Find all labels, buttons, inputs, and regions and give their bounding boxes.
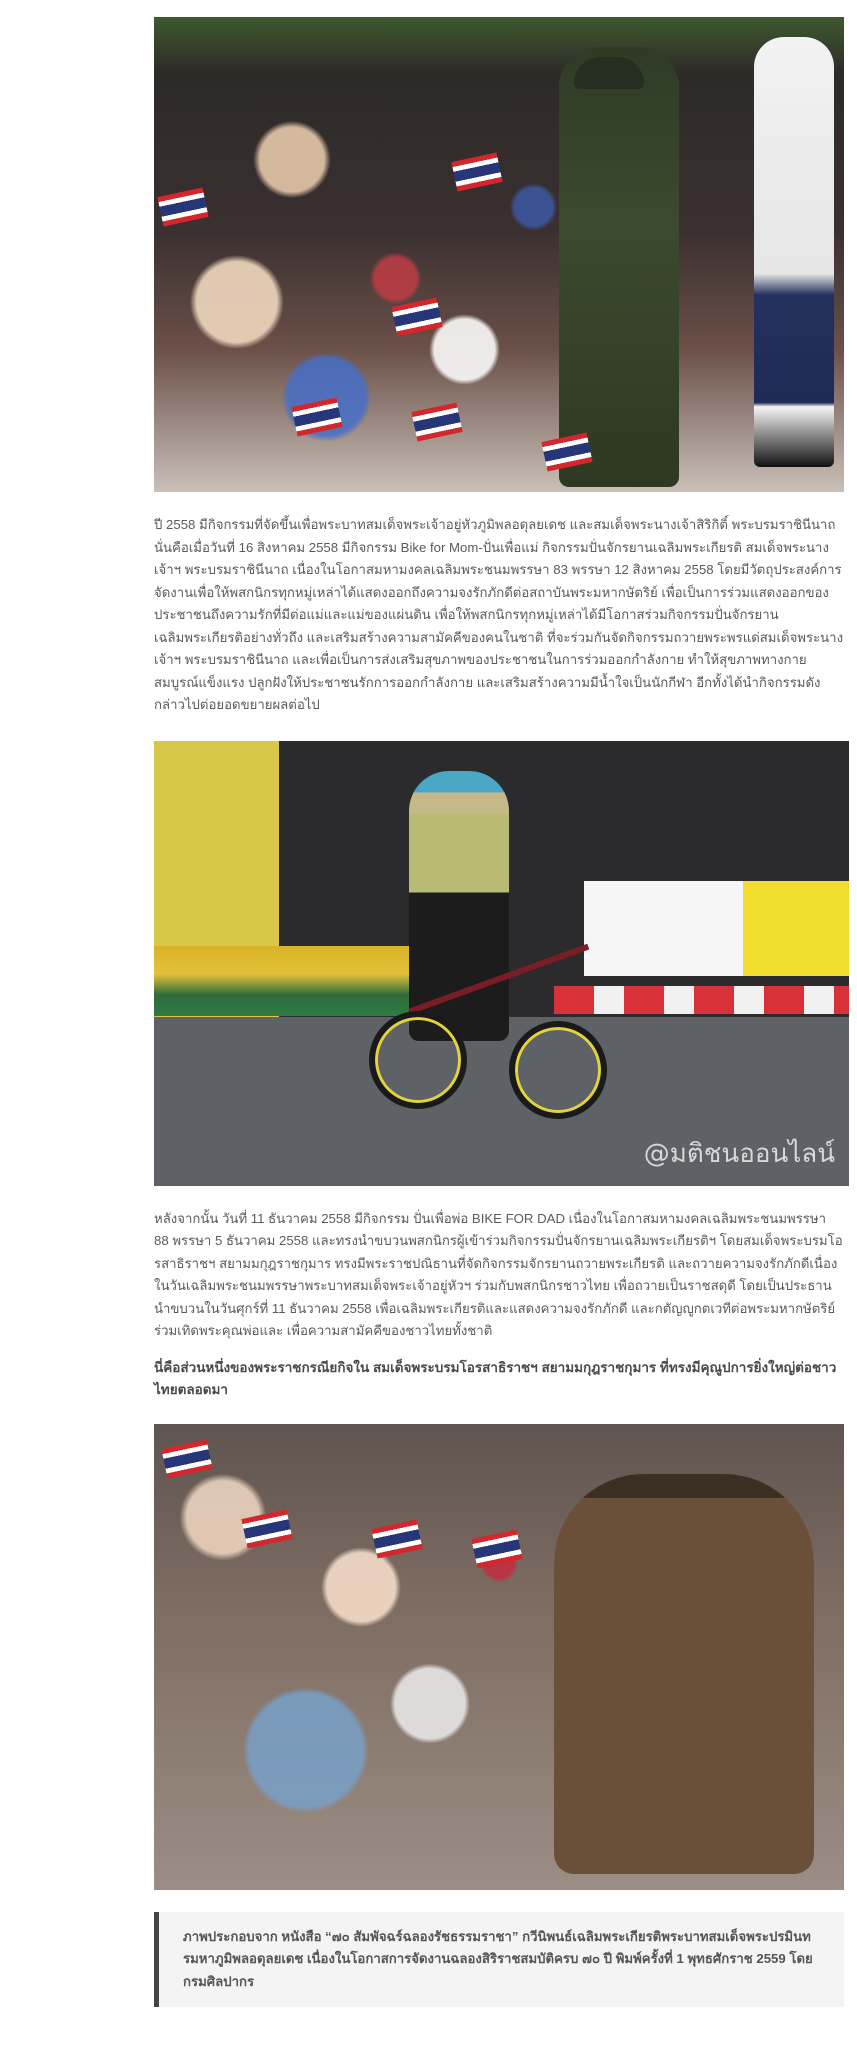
thai-flag-icon <box>451 153 502 192</box>
thai-flag-icon <box>157 188 208 227</box>
photo-crowd-with-officer <box>154 17 844 492</box>
photo-officer-with-elderly <box>154 1424 844 1890</box>
officer-figure <box>554 1474 814 1874</box>
caption-text: ภาพประกอบจาก หนังสือ “๗๐ สัมพัจฉร์ฉลองรัชธรรมราชา” กวีนิพนธ์เฉลิมพระเกียรติพระบาทสมเด็จพระปรมินทรมหาภูมิพลอดุลยเดช เนื่องในโอกาสการจัดงานฉลองสิริราชสมบัติครบ ๗๐ ปี พิมพ์ครั้งที่ 1 พุทธศักราช 2559 โดยกรมศิลปากร <box>183 1928 813 1989</box>
cyclist-figure <box>409 771 509 1041</box>
photo-bike-rider <box>154 741 849 1186</box>
photo-watermark: @มติชนออนไลน์ <box>643 1138 835 1169</box>
paragraph-text: ปี 2558 มีกิจกรรมที่จัดขึ้นเพื่อพระบาทสมเด็จพระเจ้าอยู่หัวภูมิพลอดุลยเดช และสมเด็จพระนางเจ้าสิริกิติ์ พระบรมราชินีนาถ นั่นคือเมื่อวันที่ 16 สิงหาคม 2558 มีกิจกรรม Bike for Mom-ปั่นเพื่อแม่ กิจกรรมปั่นจักรยานเฉลิมพระเกียรติ สมเด็จพระนางเจ้าฯ พระบรมราชินีนาถ เนื่องในโอกาสมหามงคลเฉลิมพระชนมพรรษา 83 พรรษา 12 สิงหาคม 2558 โดยมีวัตถุประสงค์การจัดงานเพื่อให้พสกนิกรทุกหมู่เหล่าได้แสดงออกถึงความจงรักภักดีต่อสถาบันพระมหากษัตริย์ เพื่อเป็นการร่วมแสดงออกของประชาชนถึงความรักที่มีต่อแม่และแม่ของแผ่นดิน เพื่อให้พสกนิกรทุกหมู่เหล่าได้มีโอกาสร่วมกิจกรรมปั่นจักรยานเฉลิมพระเกียรติอย่างทั่วถึง และเสริมสร้างความสามัคคีของคนในชาติ ที่จะร่วมกันจัดกิจกรรมถวายพระพรแด่สมเด็จพระนางเจ้าฯ พระบรมราชินีนาถ และเพื่อเป็นการส่งเสริมสุขภาพของประชาชนในการร่วมออกกำลังกาย ทำให้สุขภาพทางกายสมบูรณ์แข็งแรง ปลูกฝังให้ประชาชนรักการออกกำลังกาย และเสริมสร้างความมีน้ำใจเป็นนักกีฬา อีกทั้งได้นำกิจกรรมดังกล่าวไปต่อยอดขยายผลต่อไป <box>154 517 844 712</box>
image-credit-caption <box>154 1912 844 2008</box>
thai-flag-icon <box>161 1439 212 1478</box>
paragraph-text: หลังจากนั้น วันที่ 11 ธันวาคม 2558 มีกิจกรรม ปั่นเพื่อพ่อ BIKE FOR DAD เนื่องในโอกาสมหามงคลเฉลิมพระชนมพรรษา 88 พรรษา 5 ธันวาคม 2558 และทรงนำขบวนพสกนิกรผู้เข้าร่วมกิจกรรมปั่นจักรยานเฉลิมพระเกียรติฯ โดยสมเด็จพระบรมโอรสาธิราชฯ สยามมกุฎราชกุมาร ทรงมีพระราชปณิธานที่จัดกิจกรรมจักรยานถวายพระเกียรติ และถวายความจงรักภักดีเนื่องในวันเฉลิมพระชนมพรรษาพระบาทสมเด็จพระเจ้าอยู่หัวฯ ร่วมกับพสกนิกรชาวไทย เพื่อถวายเป็นราชสดุดี โดยเป็นประธานนำขบวนในวันศุกร์ที่ 11 ธันวาคม 2558 เพื่อเฉลิมพระเกียรติและแสดงความจงรักภักดี และกตัญญูกตเวทีต่อพระมหากษัตริย์ ร่วมเทิดพระคุณพ่อและ เพื่อความสามัคคีของชาวไทยทั้งชาติ <box>154 1210 843 1338</box>
thai-flag-icon <box>411 403 462 442</box>
article-body <box>154 0 849 2007</box>
thai-flag-icon <box>391 298 442 337</box>
thai-flag-icon <box>371 1519 422 1558</box>
paragraph-bike-for-mom <box>154 514 844 717</box>
attendant-figure <box>754 37 834 467</box>
officer-cap <box>574 57 644 89</box>
event-banner <box>584 881 849 976</box>
thai-flag-icon <box>241 1509 292 1548</box>
officer-figure <box>559 47 679 487</box>
lead-statement: นี่คือส่วนหนึ่งของพระราชกรณียกิจใน สมเด็จพระบรมโอรสาธิราชฯ สยามมกุฎราชกุมาร ที่ทรงมีคุณูปการยิ่งใหญ่ต่อชาวไทยตลอดมา <box>154 1359 837 1397</box>
paragraph-bike-for-dad <box>154 1208 844 1343</box>
bicycle-wheel-icon <box>369 1011 467 1109</box>
thai-flag-icon <box>471 1529 522 1568</box>
road-barrier <box>554 986 849 1014</box>
bicycle-wheel-icon <box>509 1021 607 1119</box>
thai-flag-icon <box>291 398 342 437</box>
